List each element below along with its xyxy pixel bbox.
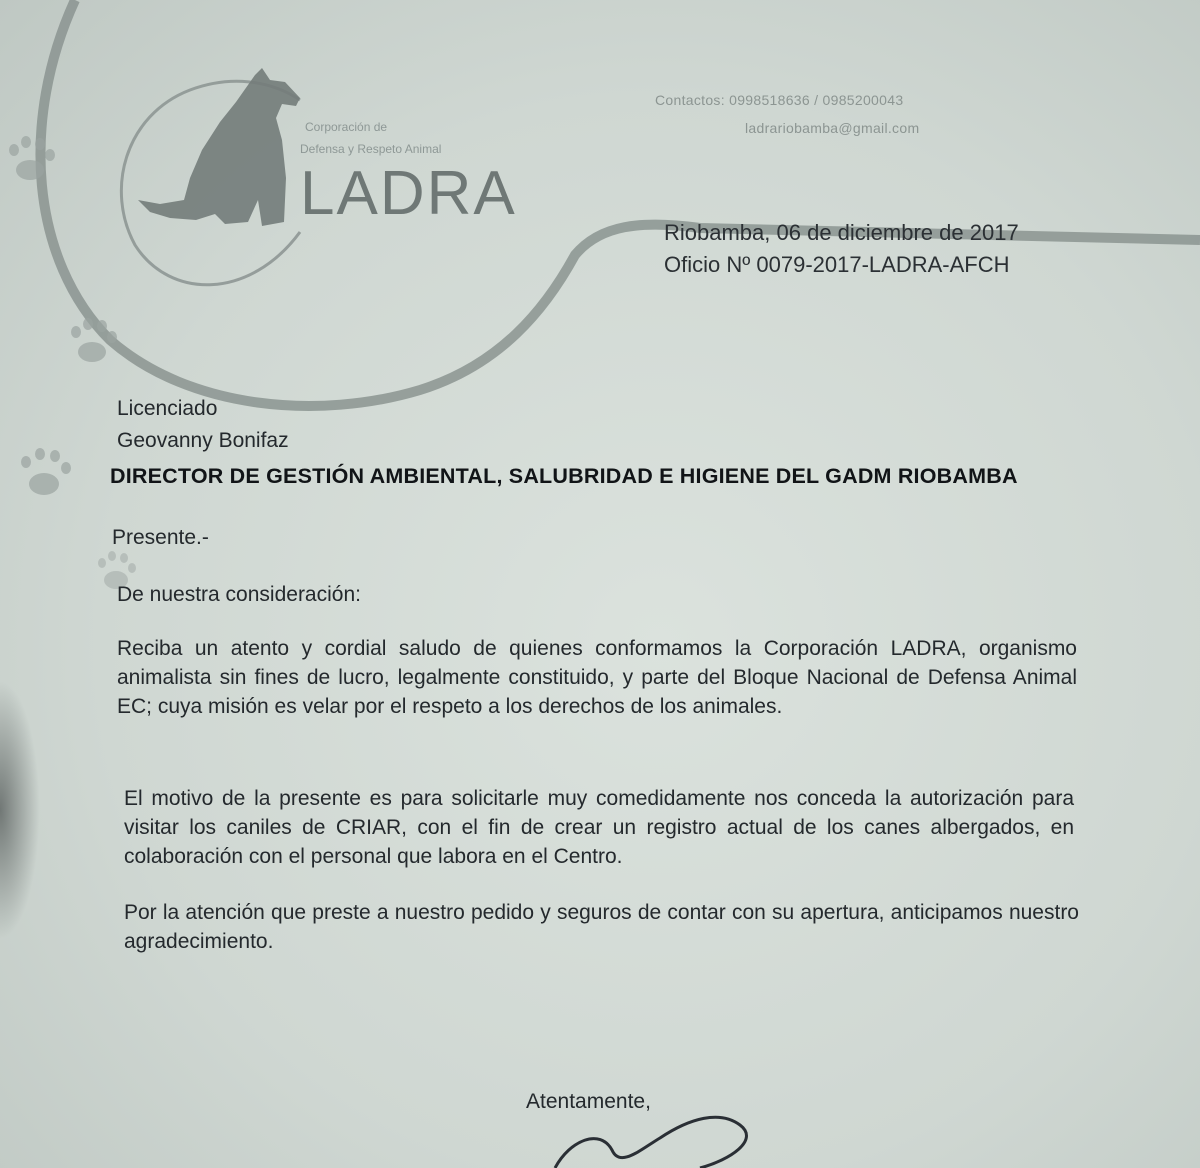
paw-print-icon xyxy=(21,448,71,495)
letter-reference: Oficio Nº 0079-2017-LADRA-AFCH xyxy=(664,252,1010,277)
paragraph: Por la atención que preste a nuestro pedido y seguros de contar con su apertura, anticipamos nuestro agradecimiento. xyxy=(124,901,1079,953)
organization-logo-text: LADRA xyxy=(300,159,517,228)
recipient-position: DIRECTOR DE GESTIÓN AMBIENTAL, SALUBRIDAD E HIGIENE DEL GADM RIOBAMBA xyxy=(110,464,1018,488)
recipient-name: Geovanny Bonifaz xyxy=(117,429,289,452)
dog-logo-icon xyxy=(138,68,300,226)
paragraph: Reciba un atento y cordial saludo de quienes conformamos la Corporación LADRA, organismo animalista sin fines de lucro, legalmente constituido, y parte del Bloque Nacional de Defensa Animal EC; cuya misión es velar por el respeto a los derechos de los animales. xyxy=(117,637,1077,718)
recipient-title: Licenciado xyxy=(117,397,218,420)
logo-tagline-line1: Corporación de xyxy=(305,120,388,134)
contact-phone: Contactos: 0998518636 / 0985200043 xyxy=(655,92,904,108)
signature-stroke xyxy=(555,1117,746,1168)
paw-print-icon xyxy=(9,136,55,180)
logo-tagline-line2: Defensa y Respeto Animal xyxy=(300,142,442,156)
letter-date: Riobamba, 06 de diciembre de 2017 xyxy=(664,220,1019,245)
contact-email: ladrariobamba@gmail.com xyxy=(745,120,920,136)
paragraph: El motivo de la presente es para solicitarle muy comedidamente nos conceda la autorización para visitar los caniles de CRIAR, con el fin de crear un registro actual de los canes albergados, en colaboración con el personal que labora en el Centro. xyxy=(124,787,1074,868)
salutation: De nuestra consideración: xyxy=(117,583,361,606)
recipient-presente: Presente.- xyxy=(112,526,209,549)
closing: Atentamente, xyxy=(526,1090,651,1113)
